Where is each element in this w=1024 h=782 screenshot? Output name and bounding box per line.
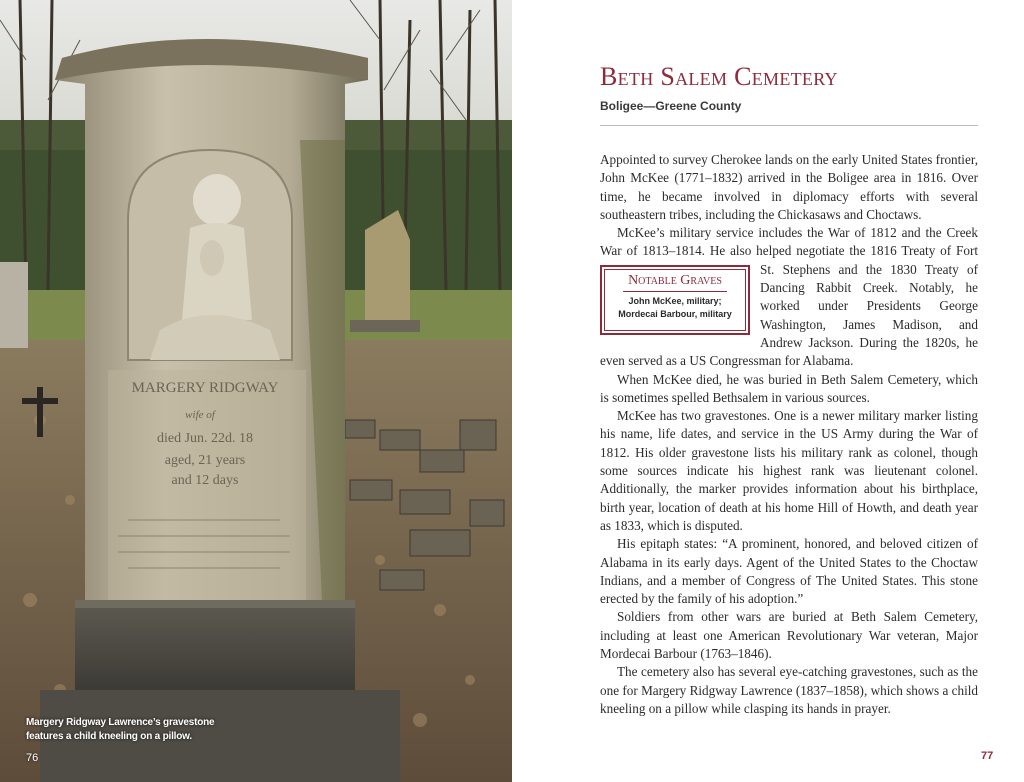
paragraph-2 — [600, 224, 978, 370]
notable-graves-box — [600, 265, 750, 335]
caption-line-1: Margery Ridgway Lawrence’s gravestone — [26, 717, 215, 728]
paragraph-6: Soldiers from other wars are buried at Beth Salem Cemetery, including at least one American Revolutionary War veteran, Major Mordecai Barbour (1763–1846). — [600, 609, 978, 662]
page-number-right: 77 — [981, 750, 994, 762]
page-title: Beth Salem Cemetery — [600, 62, 838, 91]
inscription-line-1: MARGERY RIDGWAY — [131, 380, 279, 396]
page-subtitle: Boligee—Greene County — [600, 99, 742, 113]
notable-graves-divider — [623, 291, 727, 292]
paragraph-4: McKee has two gravestones. One is a newer military marker listing his name, life dates, and service in the US Army during the War of 1812. His older gravestone lists his military rank as colonel, though some sources indicate his highest rank was lieutenant colonel. Additionally, the marker provides information about his birthplace, birth year, location of death at his home Hill of Howth, and death year as 1833, which is disputed. — [600, 408, 978, 533]
photo-caption — [26, 716, 226, 744]
paragraph-1: Appointed to survey Cherokee lands on the early United States frontier, John McKee (1771–1832) arrived in the Boligee area in 1816. Over time, he became involved in diplomacy efforts with several southeastern tribes, including the Chickasaws and Choctaws. — [600, 152, 978, 222]
paragraph-3: When McKee died, he was buried in Beth Salem Cemetery, which is sometimes spelled Bethsalem in various sources. — [600, 371, 978, 405]
caption-line-2: features a child kneeling on a pillow. — [26, 731, 192, 742]
page-number-left: 76 — [26, 752, 39, 764]
notable-graves-line-2: Mordecai Barbour, military — [618, 308, 732, 319]
paragraph-7: The cemetery also has several eye-catching gravestones, such as the one for Margery Ridgway Lawrence (1837–1858), which shows a child kneeling on a pillow while clasping its hands in prayer. — [600, 664, 978, 716]
inscription-line-2: wife of — [185, 409, 215, 421]
inscription-line-3: died Jun. 22d. 18 — [156, 431, 254, 446]
paragraph-2-text: McKee’s military service includes the War of 1812 and the Creek War of 1813–1814. He also helped negotiate the 1816 Treaty of — [600, 225, 978, 259]
paragraph-5: His epitaph states: “A prominent, honored, and beloved citizen of Alabama in its early days. Agent of the United States to the Choctaw Indians, and a member of Congress of The United States. This stone erected by the family of his adoption.” — [600, 536, 978, 607]
notable-graves-inner — [604, 269, 746, 331]
inscription-line-5: and 12 days — [171, 473, 239, 488]
article-body — [600, 151, 978, 718]
inscription-line-4: aged, 21 years — [164, 453, 246, 468]
notable-graves-heading: Notable Graves — [628, 272, 722, 288]
paragraph-2-continued: Fort St. Stephens and the 1830 Treaty of Dancing Rabbit Creek. Notably, he worked under Presidents George Washington, James Madison, and Andrew Jackson. During the 1820s, he even served as a US Congressman for Alabama. — [600, 243, 978, 369]
title-divider — [600, 125, 978, 126]
notable-graves-line-1: John McKee, military; — [628, 295, 722, 306]
